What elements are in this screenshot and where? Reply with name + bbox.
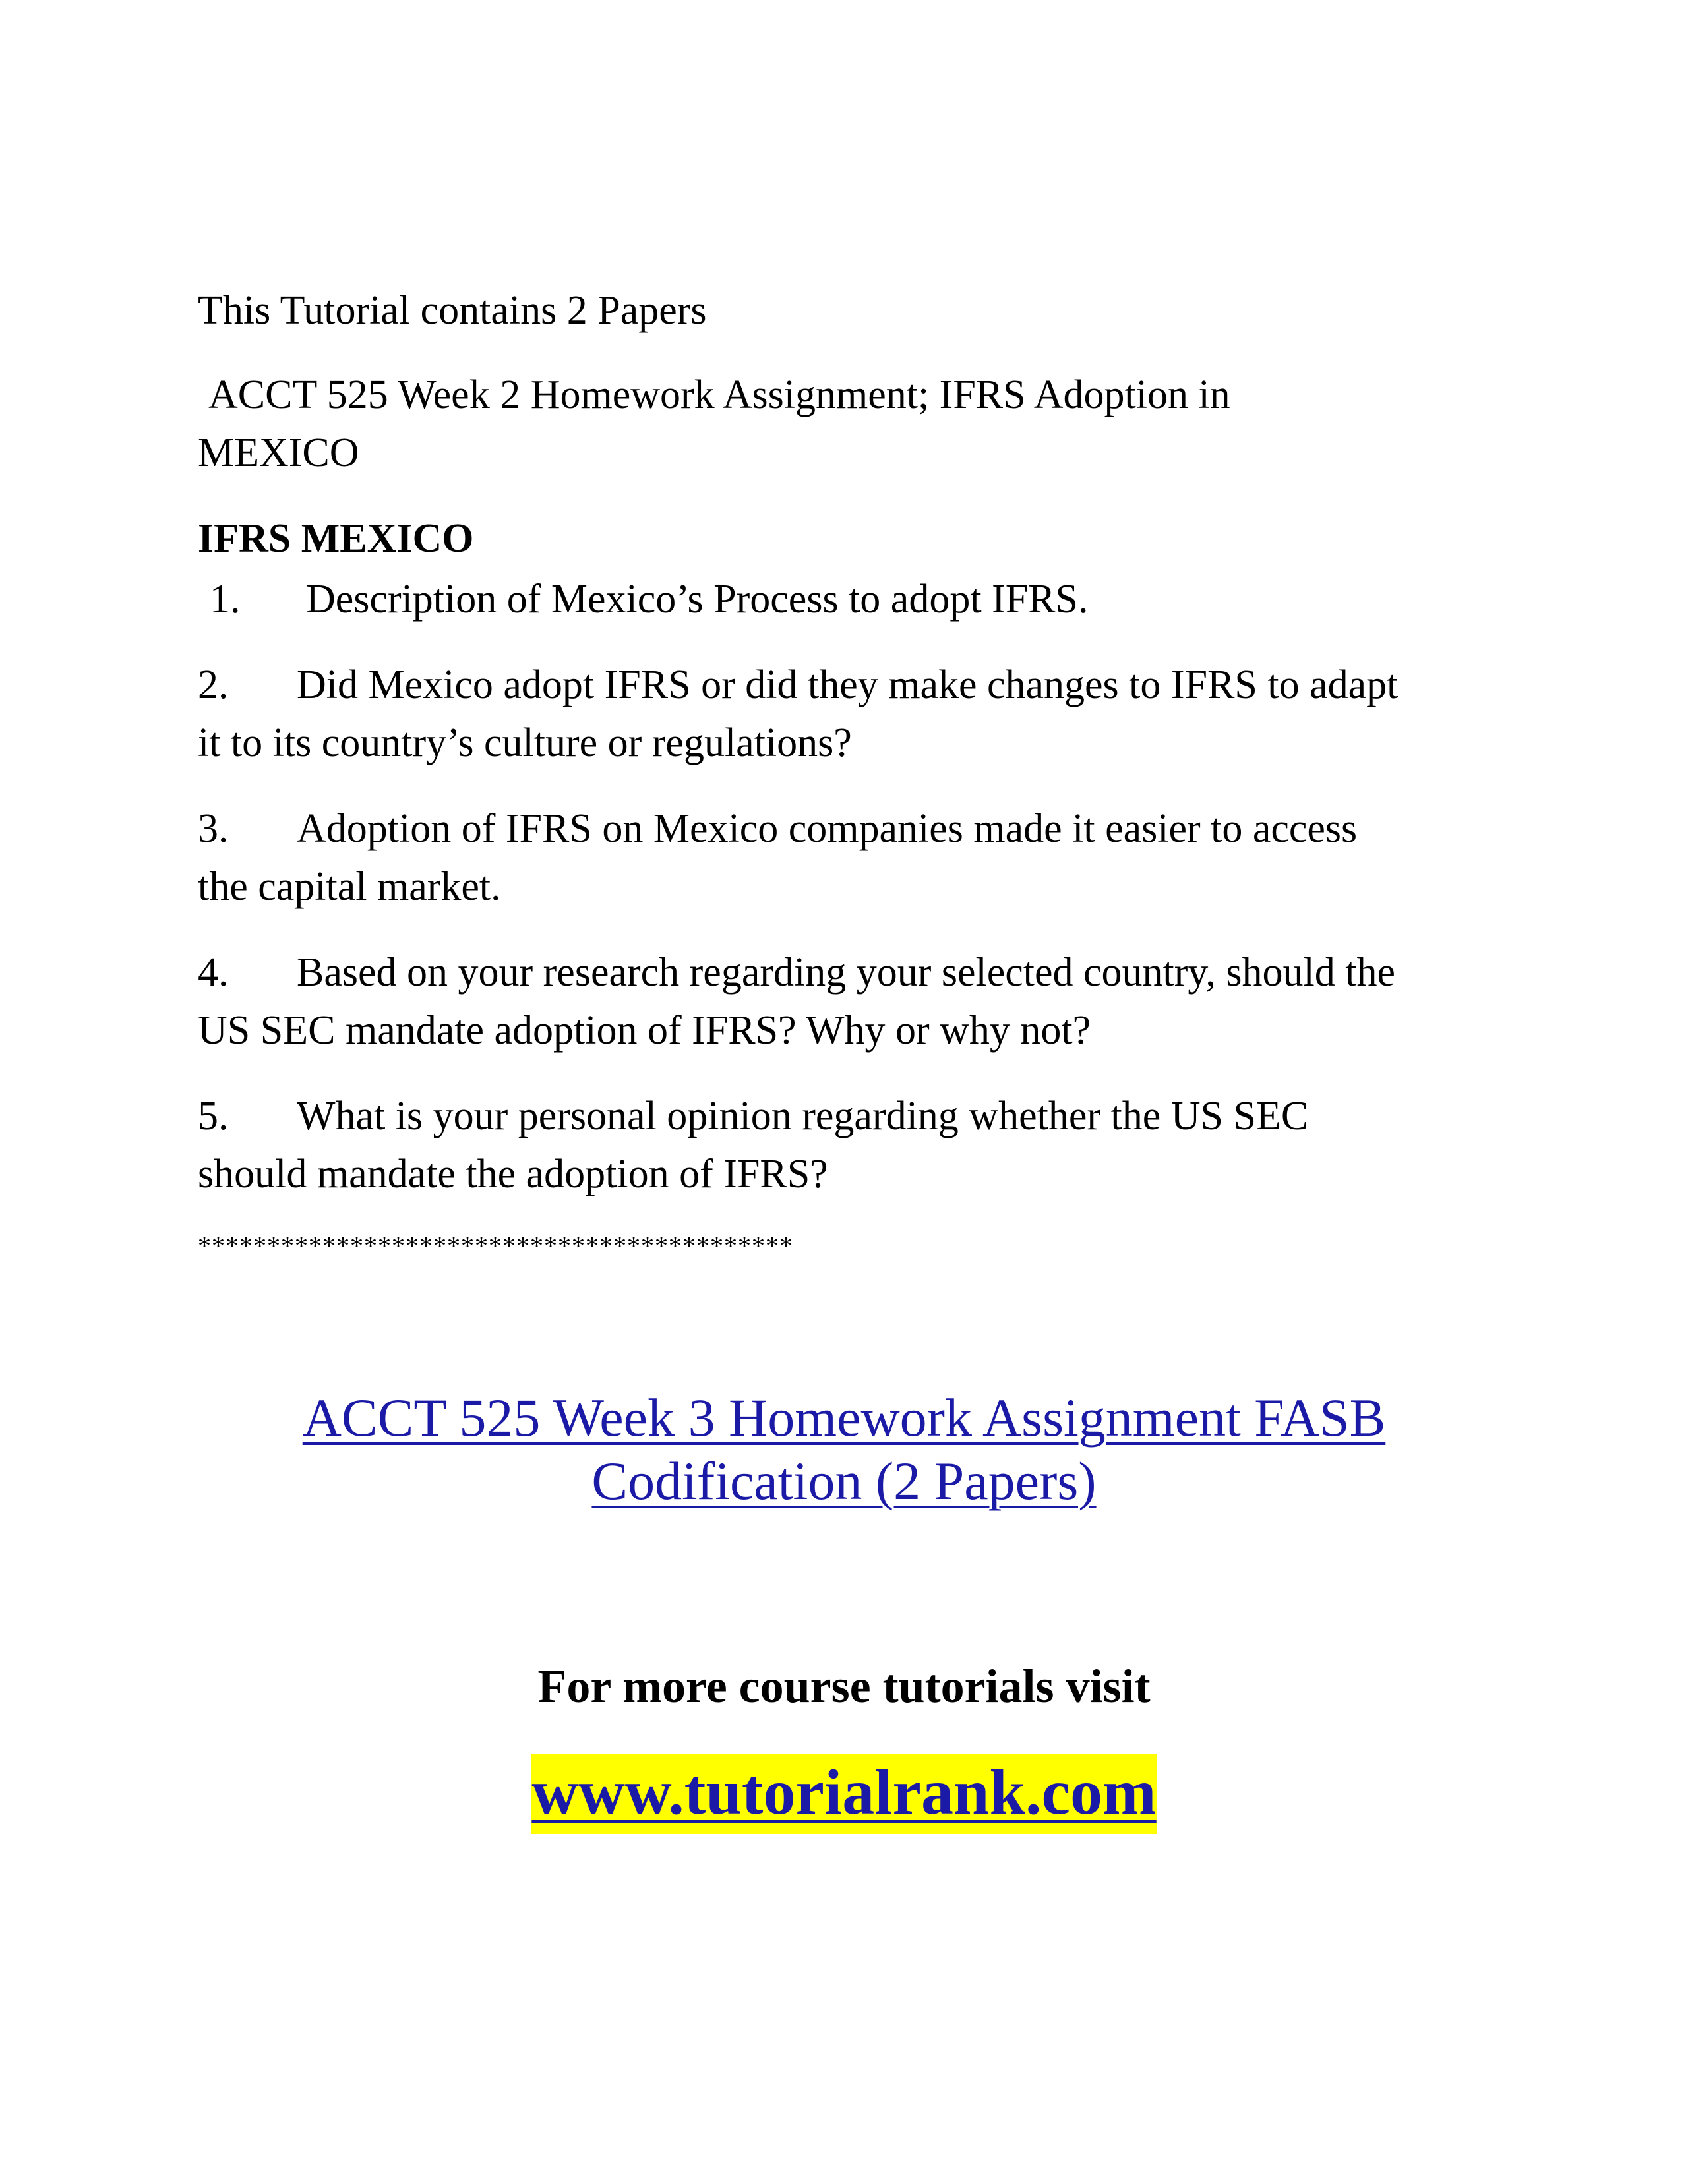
question-number: 4. [198,950,229,995]
question-text-continued: US SEC mandate adoption of IFRS? Why or why not? [198,1008,1091,1053]
question-text-continued: should mandate the adoption of IFRS? [198,1152,828,1196]
question-number: 5. [198,1094,229,1138]
intro-text: This Tutorial contains 2 Papers [198,288,707,333]
question-text: What is your personal opinion regarding whether the US SEC [297,1094,1309,1138]
question-number: 1. [210,577,241,622]
question-text-continued: it to its country’s culture or regulations? [198,721,852,765]
question-number: 2. [198,663,229,707]
separator-asterisks: ******************************************* [198,1231,793,1260]
question-text: Description of Mexico’s Process to adopt IFRS. [306,577,1089,622]
next-paper-link-line-2[interactable]: Codification (2 Papers) [591,1451,1097,1511]
question-text-continued: the capital market. [198,864,501,909]
question-text: Adoption of IFRS on Mexico companies made it easier to access [297,806,1358,851]
question-text: Did Mexico adopt IFRS or did they make changes to IFRS to adapt [297,663,1399,707]
next-paper-link-line-1[interactable]: ACCT 525 Week 3 Homework Assignment FASB [302,1388,1386,1448]
section-heading: IFRS MEXICO [198,516,474,561]
question-text: Based on your research regarding your selected country, should the [297,950,1395,995]
question-number: 3. [198,806,229,851]
website-container [0,1754,1688,1834]
paper-title-line-1: ACCT 525 Week 2 Homework Assignment; IFRS Adoption in [208,372,1230,417]
website-link[interactable]: www.tutorialrank.com [531,1754,1156,1834]
paper-title-line-2: MEXICO [198,430,359,475]
promo-text: For more course tutorials visit [537,1660,1151,1713]
